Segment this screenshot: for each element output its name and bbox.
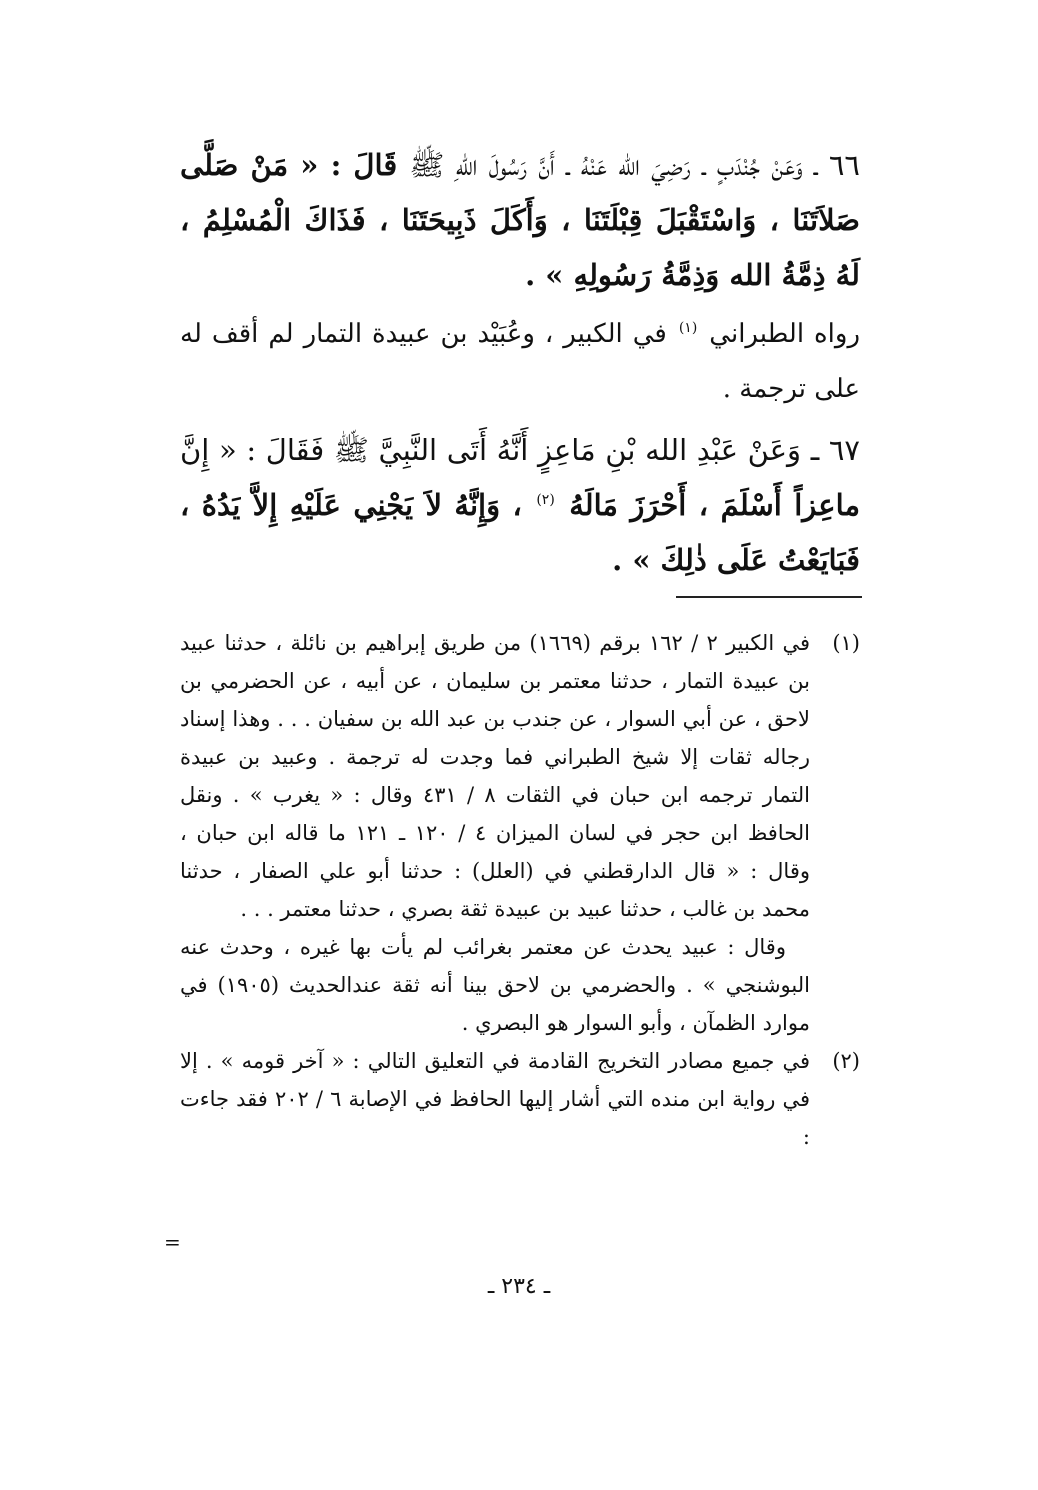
page-number: ـ ٢٣٤ ـ	[487, 1274, 551, 1299]
footnote-2-number: (٢)	[832, 1049, 860, 1073]
narration-66	[180, 307, 860, 417]
footnote-2	[180, 1042, 860, 1156]
hadith-67	[180, 423, 860, 588]
main-text	[180, 138, 860, 588]
hadith-67-text-before-ref: ماعِزاً أَسْلَمَ ، أَحْرَزَ مَالَهُ	[569, 488, 860, 522]
hadith-67-lead: ٦٧ ـ وَعَنْ عَبْدِ الله بْنِ مَاعِزٍ أَنَّهُ أَتَى النَّبِيَّ ﷺ فَقَالَ : « إِنَّ	[180, 433, 860, 467]
narration-66-before-ref: رواه الطبراني	[709, 319, 861, 349]
hadith-67-text-after-ref: ، وَإِنَّهُ لاَ يَجْنِي عَلَيْهِ إِلاَّ يَدُهُ ، فَبَايَعْتُ عَلَى ذٰلِكَ » .	[180, 488, 860, 577]
footnote-ref-2[interactable]: (٢)	[536, 492, 555, 509]
footnote-separator	[676, 596, 862, 598]
footnote-1-text: في الكبير ٢ / ١٦٢ برقم (١٦٦٩) من طريق إبراهيم بن نائلة ، حدثنا عبيد بن عبيدة التمار ، حدثنا معتمر بن سليمان ، عن أبيه ، عن الحضرمي بن لاحق ، عن أبي السوار ، عن جندب بن عبد الله بن سفيان . . . وهذا إسناد رجاله ثقات إلا شيخ الطبراني فما وجدت له ترجمة . وعبيد بن عبيدة التمار ترجمه ابن حبان في الثقات ٨ / ٤٣١ وقال : « يغرب » . ونقل الحافظ ابن حجر في لسان الميزان ٤ / ١٢٠ ـ ١٢١ ما قاله ابن حبان ، وقال : « قال الدارقطني في (العلل) : حدثنا أبو علي الصفار ، حدثنا محمد بن غالب ، حدثنا عبيد بن عبيدة ثقة بصري ، حدثنا معتمر . . .	[180, 631, 810, 921]
hadith-66	[180, 138, 860, 303]
continuation-mark: =	[164, 1230, 181, 1254]
footnote-1-number: (١)	[832, 631, 860, 655]
footnote-1-continuation: وقال : عبيد يحدث عن معتمر بغرائب لم يأت بها غيره ، وحدث عنه البوشنجي » . والحضرمي بن لاحق بينا أنه ثقة عندالحديث (١٩٠٥) في موارد الظمآن ، وأبو السوار هو البصري .	[180, 935, 810, 1035]
footnotes	[180, 624, 860, 1156]
narration-66-after-ref: في الكبير ، وعُبَيْد بن عبيدة التمار لم أقف له على ترجمة .	[180, 319, 860, 404]
hadith-66-text: قَالَ : « مَنْ صَلَّى صَلاَتَنَا ، وَاسْتَقْبَلَ قِبْلَتَنَا ، وَأَكَلَ ذَبِيحَتَنَا ، فَذَاكَ الْمُسْلِمُ ، لَهُ ذِمَّةُ الله وَذِمَّةُ رَسُولِهِ » .	[180, 148, 860, 292]
footnote-2-text: في جميع مصادر التخريج القادمة في التعليق التالي : « آخر قومه » . إلا في رواية ابن منده التي أشار إليها الحافظ في الإصابة ٦ / ٢٠٢ فقد جاءت :	[180, 1049, 811, 1149]
footnote-ref-1[interactable]: (١)	[678, 320, 698, 337]
hadith-66-lead: ٦٦ ـ وَعَنْ جُنْدَبٍ ـ رَضِيَ الله عَنْهُ ـ أَنَّ رَسُولَ اللهِ ﷺ	[409, 148, 860, 182]
footnote-1	[180, 624, 860, 928]
